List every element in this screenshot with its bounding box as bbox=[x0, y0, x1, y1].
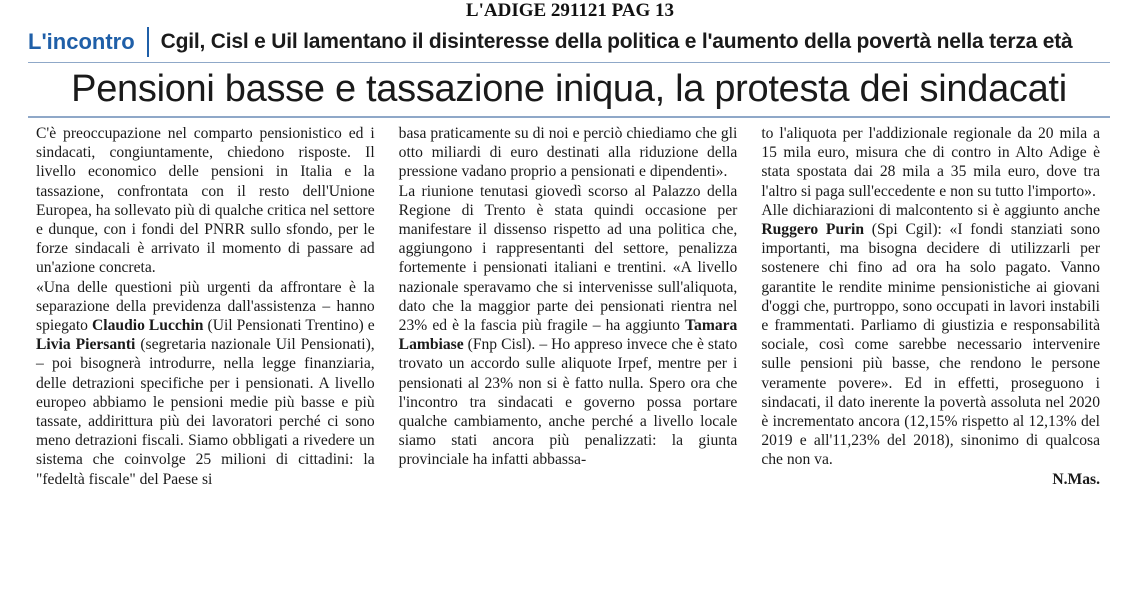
paragraph: C'è preoccupazione nel comparto pensionistico ed i sindacati, congiuntamente, chiedono risposte. Il livello economico delle pensioni in Italia e la tassazione, confrontata con il resto dell'Unione Europea, ha sollevato più di qualche critica nel settore e dunque, con i fondi del PNRR sullo sfondo, per le forze sindacali è arrivato il momento di passare ad un'azione concreta. bbox=[36, 125, 375, 277]
column-3 bbox=[749, 124, 1100, 564]
article-body bbox=[36, 124, 1100, 564]
headline: Pensioni basse e tassazione iniqua, la protesta dei sindacati bbox=[71, 68, 1067, 110]
article-header bbox=[28, 24, 1110, 60]
source-reference: L'ADIGE 291121 PAG 13 bbox=[465, 0, 675, 21]
section-tag: L'incontro bbox=[28, 29, 135, 54]
column-2 bbox=[387, 124, 738, 564]
paragraph bbox=[399, 182, 738, 470]
paragraph bbox=[761, 201, 1100, 470]
paragraph bbox=[36, 278, 375, 489]
text-run: (segretaria nazionale Uil Pensionati), – poi bisognerà introdurre, nella legge finanziaria, delle detrazioni specifiche per i pensionati. A livello europeo abbiamo le pensioni medie più basse e più tassate, addirittura più dei lavoratori perché ci sono meno detrazioni fiscali. Siamo obbligati a rivedere un sistema che coinvolge 25 milioni di cittadini: la "fedeltà fiscale" del Paese si bbox=[36, 336, 375, 488]
person-name: Livia Piersanti bbox=[36, 336, 136, 354]
column-1 bbox=[36, 124, 375, 564]
bottom-rule bbox=[28, 116, 1110, 118]
text-run: (Spi Cgil): «I fondi stanziati sono importanti, ma bisogna decidere di utilizzarli per sostenere chi fino ad ora ha solo pagato. Vanno garantite le rendite minime pensionistiche ai giovani d'oggi che, purtroppo, sono occupati in lavori instabili e frammentati. Parliamo di giustizia e responsabilità sociale, così come sarebbe necessario intervenire sulle pensioni più basse, che rendono le persone veramente povere». Ed in effetti, proseguono i sindacati, il dato inerente la povertà assoluta nel 2020 è incrementato ancora (12,15% rispetto al 12,13% del 2019 e all'11,23% del 2018), sinonimo di qualcosa che non va. bbox=[761, 221, 1101, 469]
person-name: Claudio Lucchin bbox=[92, 317, 204, 335]
paragraph: basa praticamente su di noi e perciò chiediamo che gli otto miliardi di euro destinati alla riduzione della pressione vadano proprio a pensionati e dipendenti». bbox=[398, 125, 738, 181]
person-name: Ruggero Purin bbox=[761, 221, 865, 239]
top-rule bbox=[28, 62, 1110, 63]
author-signature: N.Mas. bbox=[1052, 470, 1101, 488]
text-run: Alle dichiarazioni di malcontento si è aggiunto anche bbox=[761, 201, 1101, 219]
text-run: La riunione tenutasi giovedì scorso al Palazzo della Regione di Trento è stata quindi occasione per manifestare il dissenso rispetto ad una politica che, aggiungono i rappresentanti del settore, penalizza fortemente i pensionati italiani e trentini. «A livello nazionale speravamo che si intervenisse sull'aliquota, dato che la maggior parte dei pensionati rientra nel 23% ed è la fascia più fragile – ha aggiunto bbox=[398, 182, 738, 335]
text-run: (Fnp Cisl). – Ho appreso invece che è stato trovato un accordo sulle aliquote Irpef, mentre per i pensionati al 23% non si è fatto nulla. Spero ora che l'incontro tra sindacati e governo possa portare qualche cambiamento, anche perché a livello locale siamo stati ancora più penalizzati: la giunta provinciale ha infatti abbassa- bbox=[398, 336, 738, 469]
text-run: «Una delle questioni più urgenti da affrontare è la separazione della previdenza dall'assistenza – hanno spiegato bbox=[36, 278, 375, 335]
paragraph: to l'aliquota per l'addizionale regionale da 20 mila a 15 mila euro, misura che di contro in Alto Adige è stata spostata dai 28 mila a 35 mila euro, dove tra l'altro si paga sull'eccedente e non su tutto l'importo». bbox=[761, 125, 1101, 200]
text-run: (Uil Pensionati Trentino) e bbox=[203, 317, 375, 335]
person-name: Tamara Lambiase bbox=[398, 317, 738, 354]
kicker: Cgil, Cisl e Uil lamentano il disinteresse della politica e l'aumento della povertà nella terza età bbox=[160, 30, 1073, 53]
header-divider bbox=[147, 27, 149, 57]
